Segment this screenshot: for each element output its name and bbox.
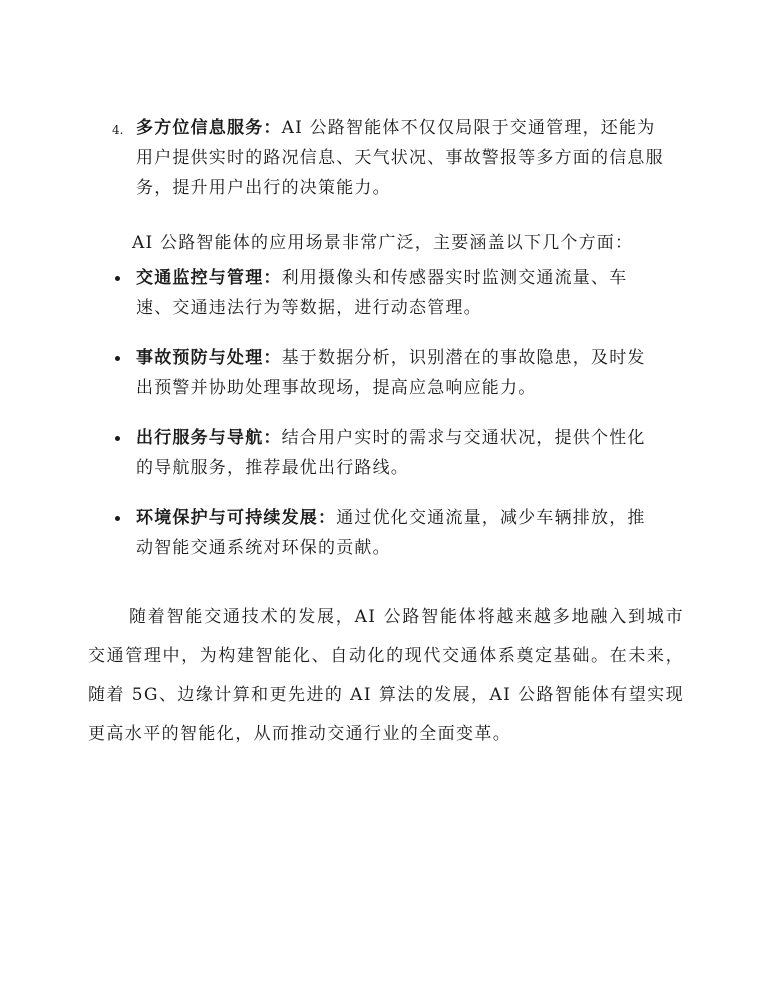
list-item-text <box>136 423 651 483</box>
list-item-text <box>136 503 651 563</box>
bullet-icon <box>115 356 120 361</box>
numbered-list-item <box>112 113 672 203</box>
intro-paragraph: AI 公路智能体的应用场景非常广泛，主要涵盖以下几个方面： <box>132 233 634 253</box>
bullet-icon <box>115 516 120 521</box>
item-body: 通过优化交通流量，减少车辆排放，推动智能交通系统对环保的贡献。 <box>136 508 646 558</box>
list-number: 4. <box>112 123 124 137</box>
item-heading: 交通监控与管理： <box>136 268 282 288</box>
list-item-text <box>136 343 651 403</box>
item-body: 基于数据分析，识别潜在的事故隐患，及时发出预警并协助处理事故现场，提高应急响应能力。 <box>136 348 646 398</box>
bullet-icon <box>115 276 120 281</box>
list-item <box>112 343 672 403</box>
list-item-text <box>136 263 651 323</box>
item-body: AI 公路智能体不仅仅局限于交通管理，还能为用户提供实时的路况信息、天气状况、事故警报等多方面的信息服务，提升用户出行的决策能力。 <box>136 118 664 198</box>
bullet-list <box>112 263 672 583</box>
numbered-item-text <box>136 113 672 203</box>
item-heading: 出行服务与导航： <box>136 428 282 448</box>
bullet-icon <box>115 436 120 441</box>
item-heading: 环境保护与可持续发展： <box>136 508 337 528</box>
list-item <box>112 263 672 323</box>
item-heading: 多方位信息服务： <box>136 118 282 138</box>
list-item <box>112 423 672 483</box>
item-heading: 事故预防与处理： <box>136 348 282 368</box>
item-body: 结合用户实时的需求与交通状况，提供个性化的导航服务，推荐最优出行路线。 <box>136 428 646 478</box>
list-item <box>112 503 672 563</box>
item-body: 利用摄像头和传感器实时监测交通流量、车速、交通违法行为等数据，进行动态管理。 <box>136 268 628 318</box>
closing-paragraph: 随着智能交通技术的发展，AI 公路智能体将越来越多地融入到城市交通管理中，为构建智能化、自动化的现代交通体系奠定基础。在未来，随着 5G、边缘计算和更先进的 AI 算法的发展，AI 公路智能体有望实现更高水平的智能化，从而推动交通行业的全面变革。 <box>88 607 684 744</box>
